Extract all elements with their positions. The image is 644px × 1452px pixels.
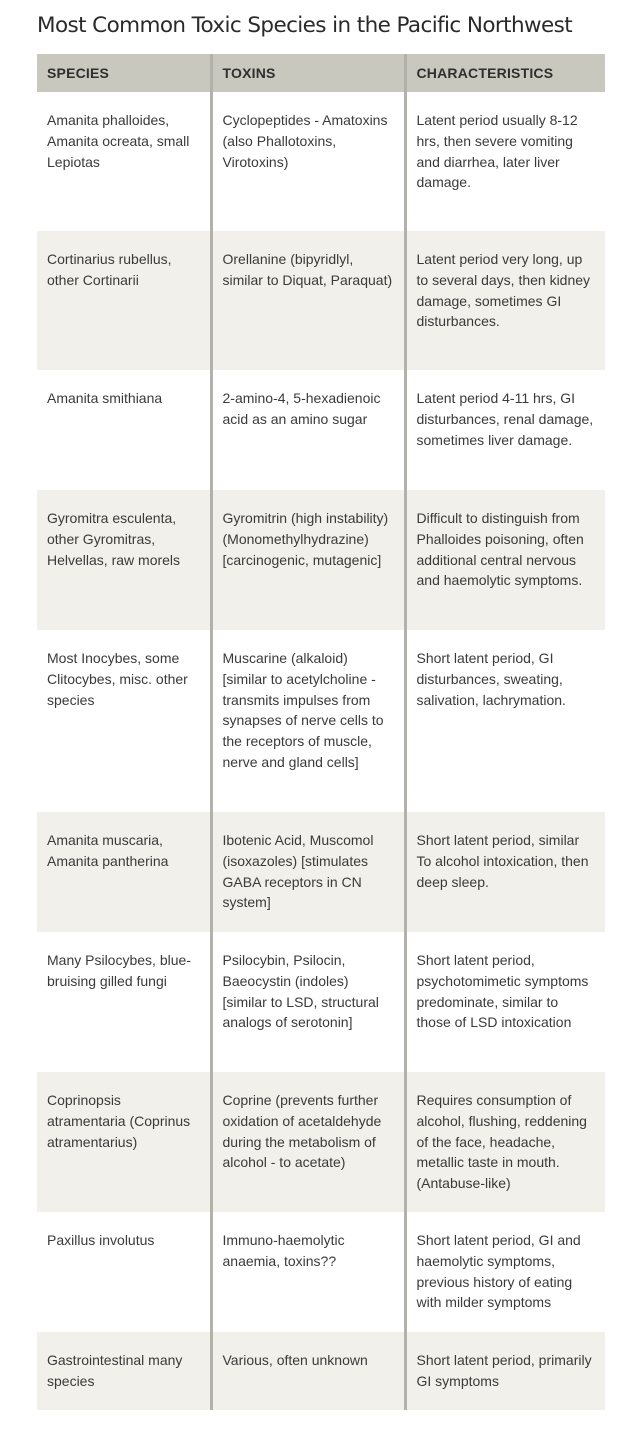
page-title: Most Common Toxic Species in the Pacific Northwest: [37, 13, 573, 38]
toxins-cell: Various, often unknown: [211, 1332, 405, 1410]
characteristics-cell: Latent period very long, up to several days, then kidney damage, sometimes GI disturbances.: [405, 231, 605, 370]
table-header-row: [37, 54, 605, 92]
characteristics-cell: Short latent period, similar To alcohol intoxication, then deep sleep.: [405, 812, 605, 932]
toxins-cell: Ibotenic Acid, Muscomol (isoxazoles) [stimulates GABA receptors in CN system]: [211, 812, 405, 932]
toxins-cell: 2-amino-4, 5-hexadienoic acid as an amino sugar: [211, 370, 405, 490]
table-row: [37, 630, 605, 812]
characteristics-cell: Short latent period, psychotomimetic symptoms predominate, similar to those of LSD intoxication: [405, 932, 605, 1072]
toxins-cell: Muscarine (alkaloid) [similar to acetylcholine - transmits impulses from synapses of nerve cells to the receptors of muscle, nerve and gland cells]: [211, 630, 405, 812]
species-cell: Paxillus involutus: [37, 1212, 211, 1332]
species-cell: Gyromitra esculenta, other Gyromitras, Helvellas, raw morels: [37, 490, 211, 630]
column-header-characteristics: CHARACTERISTICS: [405, 54, 605, 92]
table-row: [37, 92, 605, 231]
characteristics-cell: Short latent period, GI disturbances, sweating, salivation, lachrymation.: [405, 630, 605, 812]
table-row: [37, 490, 605, 630]
toxins-cell: Psilocybin, Psilocin, Baeocystin (indoles) [similar to LSD, structural analogs of serotonin]: [211, 932, 405, 1072]
toxins-cell: Cyclopeptides - Amatoxins (also Phallotoxins, Virotoxins): [211, 92, 405, 231]
table-row: [37, 1332, 605, 1410]
species-cell: Gastrointestinal many species: [37, 1332, 211, 1410]
column-header-toxins: TOXINS: [211, 54, 405, 92]
species-cell: Cortinarius rubellus, other Cortinarii: [37, 231, 211, 370]
characteristics-cell: Difficult to distinguish from Phalloides poisoning, often additional central nervous and haemolytic symptoms.: [405, 490, 605, 630]
species-cell: Amanita muscaria, Amanita pantherina: [37, 812, 211, 932]
toxins-cell: Immuno-haemolytic anaemia, toxins??: [211, 1212, 405, 1332]
species-cell: Amanita smithiana: [37, 370, 211, 490]
characteristics-cell: Short latent period, primarily GI symptoms: [405, 1332, 605, 1410]
toxins-cell: Gyromitrin (high instability) (Monomethylhydrazine) [carcinogenic, mutagenic]: [211, 490, 405, 630]
characteristics-cell: Latent period usually 8-12 hrs, then severe vomiting and diarrhea, later liver damage.: [405, 92, 605, 231]
table-row: [37, 370, 605, 490]
table-row: [37, 231, 605, 370]
toxins-cell: Orellanine (bipyridlyl, similar to Diquat, Paraquat): [211, 231, 405, 370]
toxic-species-table: [37, 54, 605, 1410]
characteristics-cell: Short latent period, GI and haemolytic symptoms, previous history of eating with milder symptoms: [405, 1212, 605, 1332]
table-row: [37, 1072, 605, 1212]
table-row: [37, 812, 605, 932]
table-row: [37, 1212, 605, 1332]
table-row: [37, 932, 605, 1072]
species-cell: Most Inocybes, some Clitocybes, misc. other species: [37, 630, 211, 812]
column-header-species: SPECIES: [37, 54, 211, 92]
species-cell: Coprinopsis atramentaria (Coprinus atramentarius): [37, 1072, 211, 1212]
species-cell: Amanita phalloides, Amanita ocreata, small Lepiotas: [37, 92, 211, 231]
toxins-cell: Coprine (prevents further oxidation of acetaldehyde during the metabolism of alcohol - to acetate): [211, 1072, 405, 1212]
species-cell: Many Psilocybes, blue-bruising gilled fungi: [37, 932, 211, 1072]
characteristics-cell: Latent period 4-11 hrs, GI disturbances, renal damage, sometimes liver damage.: [405, 370, 605, 490]
characteristics-cell: Requires consumption of alcohol, flushing, reddening of the face, headache, metallic taste in mouth. (Antabuse-like): [405, 1072, 605, 1212]
